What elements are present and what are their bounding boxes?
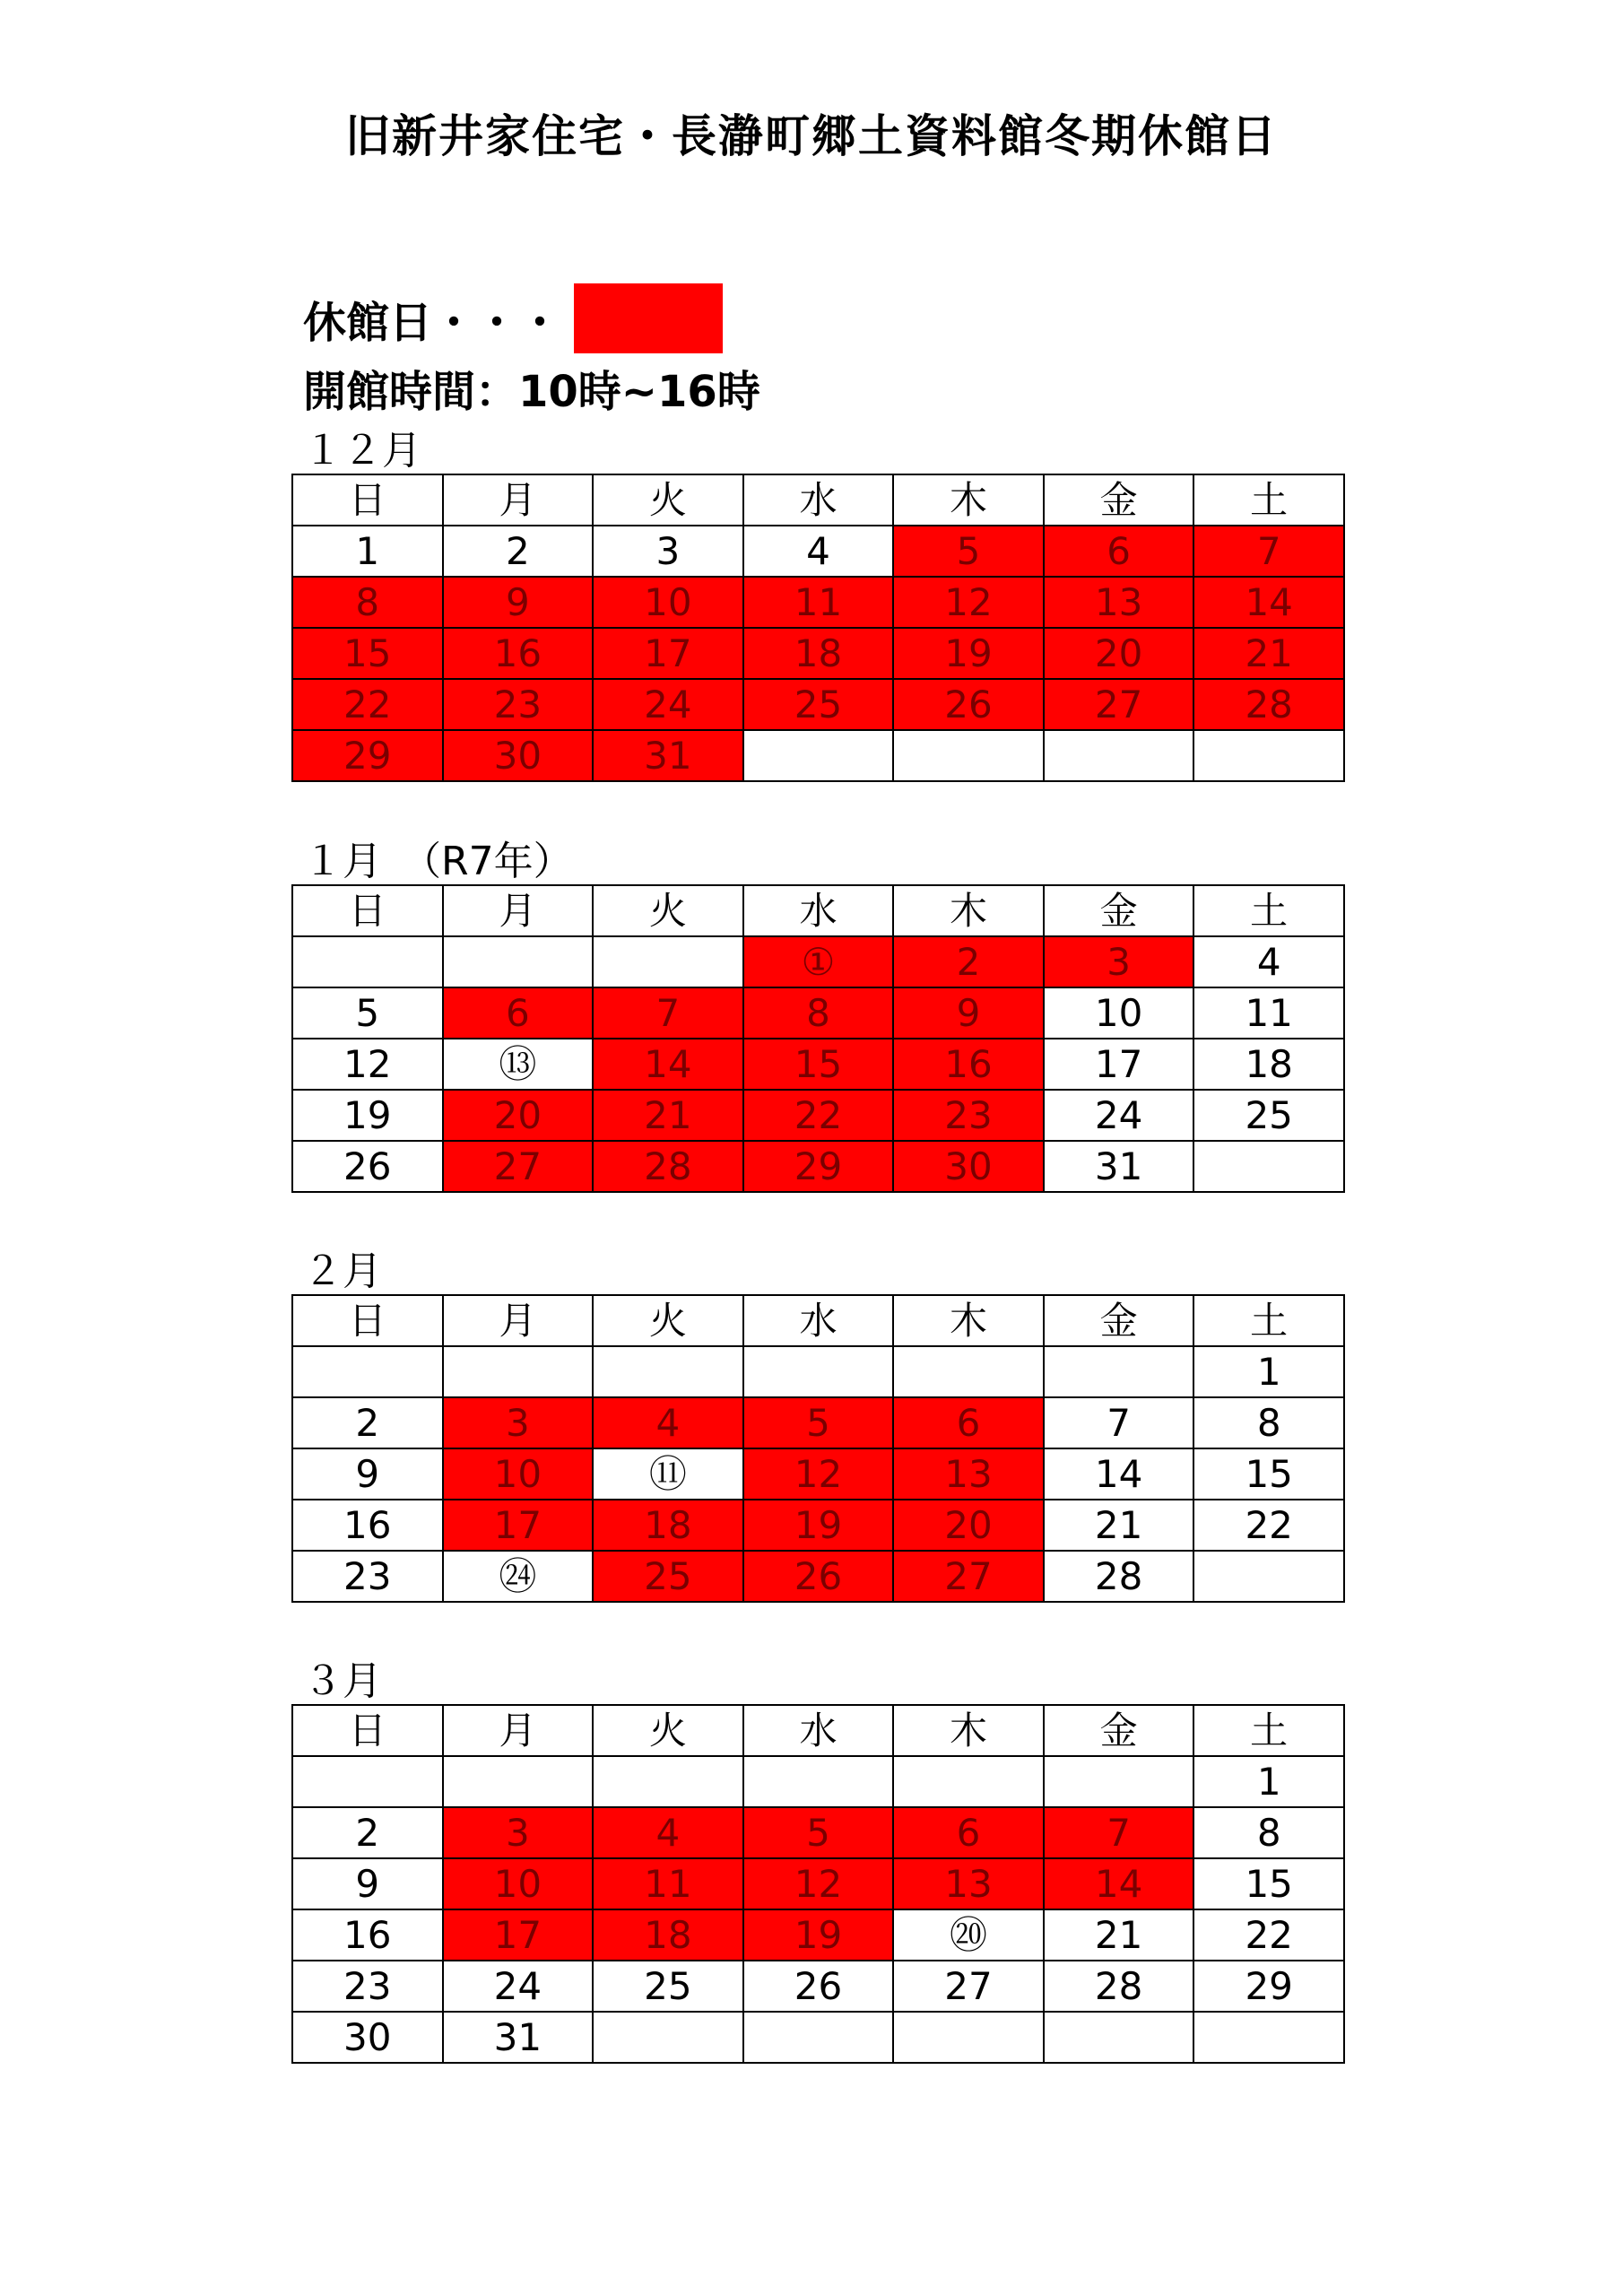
closed-day-cell: 19 xyxy=(893,628,1044,679)
closed-day-cell: 15 xyxy=(743,1039,894,1090)
closed-day-legend xyxy=(303,283,723,353)
weekday-header: 火 xyxy=(593,474,743,526)
weekday-header: 月 xyxy=(443,885,594,936)
week-row xyxy=(292,2012,1344,2063)
day-cell: 16 xyxy=(292,1909,443,1961)
day-cell: 16 xyxy=(292,1500,443,1551)
closed-day-cell: 12 xyxy=(893,577,1044,628)
weekday-header: 土 xyxy=(1193,1295,1344,1346)
weekday-header: 木 xyxy=(893,1295,1044,1346)
day-cell xyxy=(893,1756,1044,1807)
holiday-open-day-cell: ㉔ xyxy=(443,1551,594,1602)
weekday-header: 金 xyxy=(1044,474,1194,526)
weekday-header: 月 xyxy=(443,474,594,526)
day-cell: 28 xyxy=(1044,1961,1194,2012)
closed-day-cell: 3 xyxy=(443,1807,594,1858)
closed-day-cell: 8 xyxy=(743,987,894,1039)
closed-day-cell: 20 xyxy=(1044,628,1194,679)
day-cell xyxy=(443,1346,594,1397)
holiday-open-day-cell: ⑪ xyxy=(593,1448,743,1500)
day-cell: 4 xyxy=(1193,936,1344,987)
closed-day-cell: 12 xyxy=(743,1858,894,1909)
day-cell: 21 xyxy=(1044,1500,1194,1551)
closed-day-cell: 21 xyxy=(1193,628,1344,679)
day-cell: 9 xyxy=(292,1448,443,1500)
closed-day-cell: 26 xyxy=(743,1551,894,1602)
weekday-header: 月 xyxy=(443,1295,594,1346)
weekday-header: 日 xyxy=(292,1705,443,1756)
closed-day-cell: 27 xyxy=(1044,679,1194,730)
holiday-open-day-cell: ⑬ xyxy=(443,1039,594,1090)
day-cell xyxy=(743,730,894,781)
day-cell xyxy=(1193,1141,1344,1192)
week-row xyxy=(292,1448,1344,1500)
closed-day-cell: 15 xyxy=(292,628,443,679)
month-label-january: １月 （R7年） xyxy=(303,839,573,884)
day-cell: 31 xyxy=(443,2012,594,2063)
weekday-header: 土 xyxy=(1193,474,1344,526)
calendar-december xyxy=(291,474,1345,782)
closed-day-cell: 10 xyxy=(443,1448,594,1500)
day-cell: 2 xyxy=(443,526,594,577)
closed-day-cell: 26 xyxy=(893,679,1044,730)
holiday-open-day-cell: ⑳ xyxy=(893,1909,1044,1961)
day-cell: 25 xyxy=(593,1961,743,2012)
day-cell: 8 xyxy=(1193,1397,1344,1448)
day-cell: 19 xyxy=(292,1090,443,1141)
weekday-header-row xyxy=(292,885,1344,936)
week-row xyxy=(292,628,1344,679)
day-cell: 2 xyxy=(292,1397,443,1448)
closed-day-cell: 4 xyxy=(593,1397,743,1448)
weekday-header: 木 xyxy=(893,1705,1044,1756)
closed-day-cell: 27 xyxy=(893,1551,1044,1602)
day-cell: 28 xyxy=(1044,1551,1194,1602)
month-label-december: １２月 xyxy=(303,428,421,474)
closed-day-cell: 14 xyxy=(593,1039,743,1090)
closed-day-cell: 9 xyxy=(893,987,1044,1039)
closed-day-cell: 5 xyxy=(893,526,1044,577)
opening-hours: 開館時間：10時~16時 xyxy=(303,367,760,417)
closed-day-cell: 20 xyxy=(893,1500,1044,1551)
week-row xyxy=(292,987,1344,1039)
weekday-header: 水 xyxy=(743,474,894,526)
day-cell xyxy=(743,1346,894,1397)
day-cell xyxy=(1193,1551,1344,1602)
day-cell xyxy=(593,1756,743,1807)
day-cell: 4 xyxy=(743,526,894,577)
day-cell: 15 xyxy=(1193,1858,1344,1909)
day-cell: 31 xyxy=(1044,1141,1194,1192)
day-cell: 30 xyxy=(292,2012,443,2063)
week-row xyxy=(292,1346,1344,1397)
day-cell: 1 xyxy=(292,526,443,577)
closed-day-cell: 13 xyxy=(1044,577,1194,628)
day-cell: 25 xyxy=(1193,1090,1344,1141)
day-cell xyxy=(292,1756,443,1807)
day-cell: 7 xyxy=(1044,1397,1194,1448)
day-cell: 14 xyxy=(1044,1448,1194,1500)
closed-day-cell: 19 xyxy=(743,1500,894,1551)
closed-day-cell: 8 xyxy=(292,577,443,628)
weekday-header: 水 xyxy=(743,885,894,936)
closed-day-cell: 30 xyxy=(443,730,594,781)
closed-day-cell: 3 xyxy=(1044,936,1194,987)
closed-day-cell: 29 xyxy=(292,730,443,781)
closed-day-cell: 5 xyxy=(743,1807,894,1858)
weekday-header: 火 xyxy=(593,1295,743,1346)
day-cell: 17 xyxy=(1044,1039,1194,1090)
weekday-header: 金 xyxy=(1044,885,1194,936)
day-cell xyxy=(893,730,1044,781)
closed-day-cell: 21 xyxy=(593,1090,743,1141)
weekday-header: 日 xyxy=(292,474,443,526)
weekday-header: 水 xyxy=(743,1295,894,1346)
day-cell: 18 xyxy=(1193,1039,1344,1090)
day-cell xyxy=(593,936,743,987)
calendar-march xyxy=(291,1704,1345,2064)
closed-day-cell: 4 xyxy=(593,1807,743,1858)
week-row xyxy=(292,1961,1344,2012)
week-row xyxy=(292,1909,1344,1961)
day-cell xyxy=(1044,730,1194,781)
week-row xyxy=(292,577,1344,628)
closed-day-cell: 5 xyxy=(743,1397,894,1448)
closed-day-cell: 25 xyxy=(743,679,894,730)
day-cell: 12 xyxy=(292,1039,443,1090)
week-row xyxy=(292,1397,1344,1448)
closed-day-cell: 28 xyxy=(593,1141,743,1192)
day-cell: 21 xyxy=(1044,1909,1194,1961)
closed-day-cell: 16 xyxy=(443,628,594,679)
calendar-february xyxy=(291,1294,1345,1603)
closed-day-cell: 6 xyxy=(1044,526,1194,577)
day-cell: 9 xyxy=(292,1858,443,1909)
week-row xyxy=(292,1756,1344,1807)
weekday-header: 日 xyxy=(292,885,443,936)
day-cell: 23 xyxy=(292,1961,443,2012)
closed-day-cell: 31 xyxy=(593,730,743,781)
day-cell: 27 xyxy=(893,1961,1044,2012)
day-cell xyxy=(1193,2012,1344,2063)
closed-day-cell: 28 xyxy=(1193,679,1344,730)
month-label-february: ２月 xyxy=(303,1248,382,1294)
closed-day-cell: 20 xyxy=(443,1090,594,1141)
closed-day-cell: 23 xyxy=(893,1090,1044,1141)
closed-day-cell: 7 xyxy=(1193,526,1344,577)
closed-day-cell: 16 xyxy=(893,1039,1044,1090)
closed-day-cell: 7 xyxy=(593,987,743,1039)
week-row xyxy=(292,1141,1344,1192)
day-cell: 2 xyxy=(292,1807,443,1858)
closed-day-cell: 10 xyxy=(443,1858,594,1909)
closed-day-cell: 9 xyxy=(443,577,594,628)
day-cell: 11 xyxy=(1193,987,1344,1039)
day-cell xyxy=(593,1346,743,1397)
weekday-header: 日 xyxy=(292,1295,443,1346)
closed-day-cell: 11 xyxy=(743,577,894,628)
closed-day-cell: 18 xyxy=(743,628,894,679)
day-cell: 1 xyxy=(1193,1346,1344,1397)
closed-day-cell: 30 xyxy=(893,1141,1044,1192)
day-cell xyxy=(443,1756,594,1807)
closed-day-cell: 27 xyxy=(443,1141,594,1192)
day-cell: 26 xyxy=(292,1141,443,1192)
closed-day-cell: 24 xyxy=(593,679,743,730)
closed-day-cell: ① xyxy=(743,936,894,987)
week-row xyxy=(292,730,1344,781)
closed-day-cell: 18 xyxy=(593,1500,743,1551)
day-cell xyxy=(893,2012,1044,2063)
weekday-header: 火 xyxy=(593,1705,743,1756)
day-cell: 3 xyxy=(593,526,743,577)
closed-day-cell: 2 xyxy=(893,936,1044,987)
closed-day-cell: 3 xyxy=(443,1397,594,1448)
week-row xyxy=(292,679,1344,730)
closed-day-cell: 11 xyxy=(593,1858,743,1909)
day-cell: 22 xyxy=(1193,1909,1344,1961)
day-cell xyxy=(593,2012,743,2063)
week-row xyxy=(292,1858,1344,1909)
day-cell xyxy=(743,2012,894,2063)
closed-day-cell: 13 xyxy=(893,1858,1044,1909)
week-row xyxy=(292,1500,1344,1551)
day-cell: 26 xyxy=(743,1961,894,2012)
day-cell: 5 xyxy=(292,987,443,1039)
weekday-header-row xyxy=(292,474,1344,526)
week-row xyxy=(292,526,1344,577)
day-cell xyxy=(1044,1756,1194,1807)
day-cell: 22 xyxy=(1193,1500,1344,1551)
closed-day-cell: 10 xyxy=(593,577,743,628)
closed-day-cell: 14 xyxy=(1193,577,1344,628)
weekday-header: 水 xyxy=(743,1705,894,1756)
day-cell: 23 xyxy=(292,1551,443,1602)
closed-day-cell: 22 xyxy=(292,679,443,730)
closed-day-cell: 7 xyxy=(1044,1807,1194,1858)
day-cell: 10 xyxy=(1044,987,1194,1039)
closed-day-cell: 14 xyxy=(1044,1858,1194,1909)
week-row xyxy=(292,1039,1344,1090)
closed-day-cell: 6 xyxy=(893,1807,1044,1858)
weekday-header-row xyxy=(292,1295,1344,1346)
day-cell: 1 xyxy=(1193,1756,1344,1807)
page-title: 旧新井家住宅・長瀞町郷土資料館冬期休館日 xyxy=(345,110,1278,162)
closed-day-cell: 17 xyxy=(443,1500,594,1551)
weekday-header: 金 xyxy=(1044,1705,1194,1756)
day-cell xyxy=(1044,1346,1194,1397)
closed-day-legend-label: 休館日・・・ xyxy=(303,297,562,348)
day-cell: 8 xyxy=(1193,1807,1344,1858)
week-row xyxy=(292,1090,1344,1141)
day-cell: 24 xyxy=(1044,1090,1194,1141)
closed-day-cell: 6 xyxy=(443,987,594,1039)
week-row xyxy=(292,1551,1344,1602)
weekday-header-row xyxy=(292,1705,1344,1756)
day-cell xyxy=(1044,2012,1194,2063)
closed-day-cell: 29 xyxy=(743,1141,894,1192)
day-cell xyxy=(743,1756,894,1807)
day-cell xyxy=(443,936,594,987)
closed-day-cell: 22 xyxy=(743,1090,894,1141)
day-cell xyxy=(1193,730,1344,781)
weekday-header: 月 xyxy=(443,1705,594,1756)
day-cell xyxy=(292,1346,443,1397)
weekday-header: 土 xyxy=(1193,885,1344,936)
week-row xyxy=(292,936,1344,987)
weekday-header: 木 xyxy=(893,474,1044,526)
day-cell: 29 xyxy=(1193,1961,1344,2012)
closed-day-cell: 23 xyxy=(443,679,594,730)
closed-day-cell: 17 xyxy=(593,628,743,679)
weekday-header: 火 xyxy=(593,885,743,936)
day-cell: 24 xyxy=(443,1961,594,2012)
calendar-january xyxy=(291,884,1345,1193)
weekday-header: 木 xyxy=(893,885,1044,936)
weekday-header: 金 xyxy=(1044,1295,1194,1346)
closed-day-color-swatch xyxy=(574,283,723,353)
day-cell xyxy=(292,936,443,987)
closed-day-cell: 25 xyxy=(593,1551,743,1602)
closed-day-cell: 17 xyxy=(443,1909,594,1961)
weekday-header: 土 xyxy=(1193,1705,1344,1756)
day-cell xyxy=(893,1346,1044,1397)
closed-day-cell: 19 xyxy=(743,1909,894,1961)
closed-day-cell: 13 xyxy=(893,1448,1044,1500)
closed-day-cell: 18 xyxy=(593,1909,743,1961)
day-cell: 15 xyxy=(1193,1448,1344,1500)
closed-day-cell: 6 xyxy=(893,1397,1044,1448)
month-label-march: ３月 xyxy=(303,1658,382,1704)
closed-day-cell: 12 xyxy=(743,1448,894,1500)
week-row xyxy=(292,1807,1344,1858)
